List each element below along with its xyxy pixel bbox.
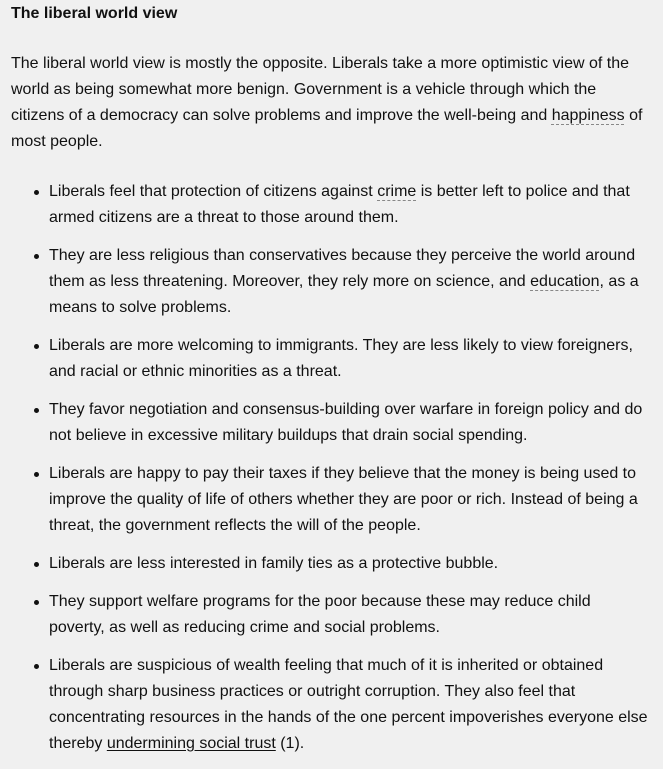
text-segment: , as a means to solve problems. <box>49 273 639 316</box>
text-segment: They favor negotiation and consensus-building over warfare in foreign policy and do not believe in excessive military buildups that drain social spending. <box>49 401 643 444</box>
text-segment: The liberal world view is mostly the opposite. Liberals take a more optimistic view of the world as being somewhat more benign. Government is a vehicle through which the citizens of a democracy can solve problems and improve the well-being and <box>11 55 630 124</box>
text-segment: They are less religious than conservatives because they perceive the world around them as less threatening. Moreover, they rely more on science, and <box>49 247 636 290</box>
text-segment: (1). <box>275 735 305 752</box>
list-item <box>49 551 649 577</box>
text-segment: Liberals are less interested in family ties as a protective bubble. <box>49 555 499 572</box>
list-item <box>49 653 649 757</box>
list-item <box>49 589 649 641</box>
crime-link[interactable]: crime <box>377 183 417 200</box>
text-segment: Liberals are happy to pay their taxes if they believe that the money is being used to improve the quality of life of others whether they are poor or rich. Instead of being a threat, the government reflects the will of the people. <box>49 465 638 534</box>
education-link[interactable]: education <box>530 273 600 290</box>
undermining-social-trust-link[interactable]: undermining social trust <box>106 735 276 752</box>
list-item <box>49 179 649 231</box>
list-item <box>49 333 649 385</box>
list-item <box>49 461 649 539</box>
text-segment: Liberals feel that protection of citizens against <box>49 183 378 200</box>
intro-paragraph <box>11 51 651 155</box>
text-segment: is better left to police and that armed citizens are a threat to those around them. <box>49 183 630 226</box>
list-item <box>49 397 649 449</box>
section-heading: The liberal world view <box>11 5 178 22</box>
bullet-list <box>11 179 663 757</box>
text-segment: They support welfare programs for the poor because these may reduce child poverty, as well as reducing crime and social problems. <box>49 593 591 636</box>
text-segment: of most people. <box>11 107 643 150</box>
list-item <box>49 243 649 321</box>
text-segment: Liberals are suspicious of wealth feeling that much of it is inherited or obtained through sharp business practices or outright corruption. They also feel that concentrating resources in the hands of the one percent impoverishes everyone else thereby <box>49 657 648 752</box>
happiness-link[interactable]: happiness <box>551 107 625 124</box>
text-segment: Liberals are more welcoming to immigrants. They are less likely to view foreigners, and racial or ethnic minorities as a threat. <box>49 337 633 380</box>
